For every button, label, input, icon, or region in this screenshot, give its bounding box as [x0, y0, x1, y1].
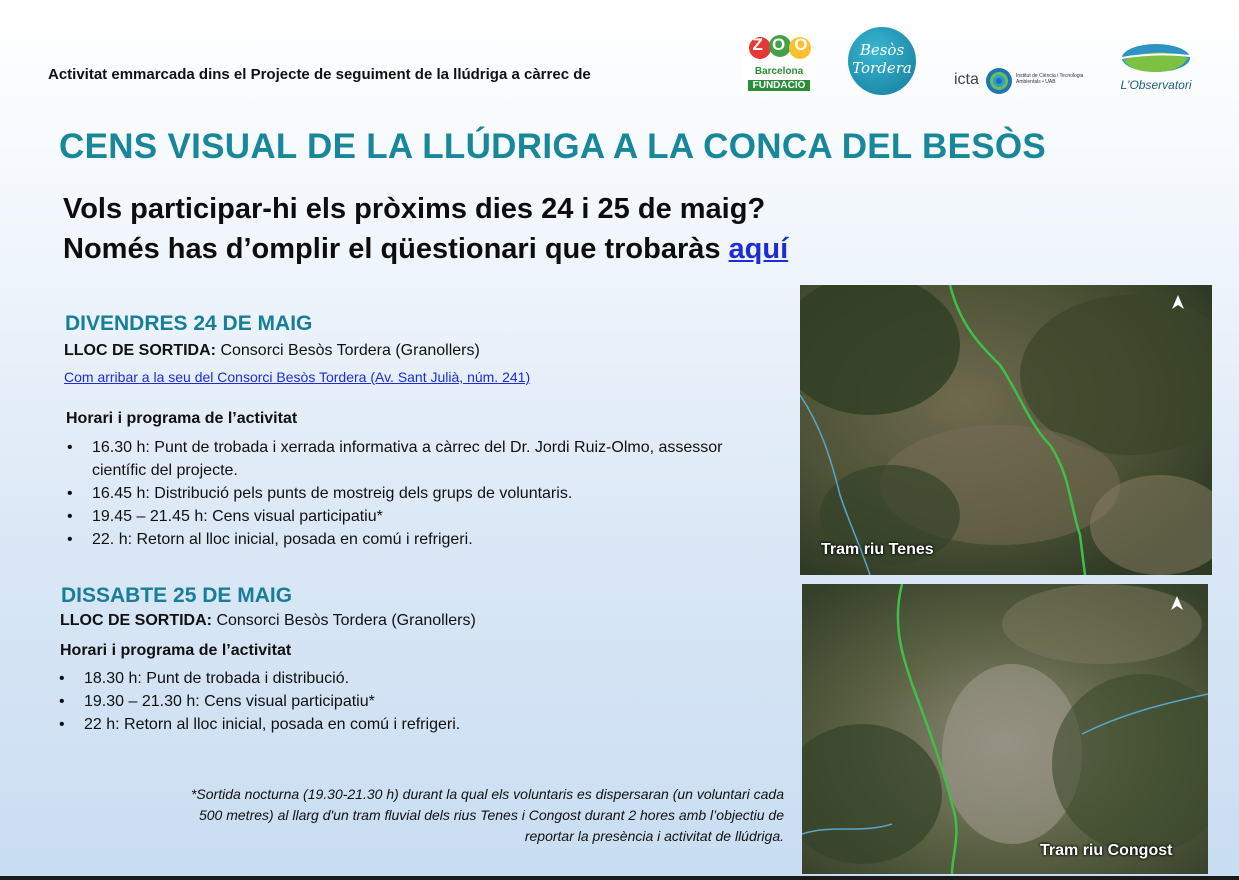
satellite-map-image — [802, 584, 1208, 874]
questionnaire-link[interactable]: aquí — [728, 233, 789, 265]
zoo-letter: Z — [752, 35, 763, 54]
icta-emblem-icon — [986, 68, 1012, 94]
directions-link[interactable]: Com arribar a la seu del Consorci Besòs Tordera (Av. Sant Julià, núm. 241) — [64, 369, 531, 385]
map-label-tenes: Tram riu Tenes — [821, 541, 934, 558]
subtitle-question: Vols participar-hi els pròxims dies 24 i 25 de maig? — [63, 193, 766, 225]
day2-location-value: Consorci Besòs Tordera (Granollers) — [212, 612, 476, 629]
icta-logo-subtext: Institut de Ciència i Tecnologia Ambientals • UAB — [1016, 73, 1084, 85]
list-item: • 22. h: Retorn al lloc inicial, posada en comú i refrigeri. — [64, 528, 776, 551]
zoo-logo-line1: Barcelona — [754, 66, 804, 77]
day2-title: DISSABTE 25 DE MAIG — [61, 584, 293, 607]
map-congost — [802, 584, 1214, 874]
besos-tordera-logo[interactable] — [848, 27, 916, 95]
day1-schedule-list — [64, 436, 776, 551]
day2-program-heading: Horari i programa de l’activitat — [60, 642, 292, 659]
zoo-letter: O — [794, 35, 808, 54]
list-item: • 16.30 h: Punt de trobada i xerrada informativa a càrrec del Dr. Jordi Ruiz-Olmo, assessor científic del projecte. — [64, 436, 776, 482]
list-item: • 19.30 – 21.30 h: Cens visual participatiu* — [56, 690, 756, 713]
list-item: • 16.45 h: Distribució pels punts de mostreig dels grups de voluntaris. — [64, 482, 776, 505]
map-tenes — [800, 285, 1212, 575]
list-item: • 19.45 – 21.45 h: Cens visual participatiu* — [64, 505, 776, 528]
besos-logo-line2: Tordera — [852, 59, 912, 77]
besos-logo-line1: Besòs — [859, 41, 905, 59]
zoo-letter: O — [771, 35, 786, 54]
bottom-border — [0, 876, 1239, 880]
icta-logo-word: icta — [954, 71, 979, 88]
day1-title: DIVENDRES 24 DE MAIG — [65, 312, 313, 335]
subtitle-instruction — [63, 233, 788, 266]
day2-schedule-list — [56, 667, 756, 736]
footnote: *Sortida nocturna (19.30-21.30 h) durant la qual els voluntaris es dispersaran (un voluntari cada 500 metres) al llarg d'un tram fluvial dels rius Tenes i Congost durant 2 hores amb l’objectiu de reportar la presència i activitat de llúdriga. — [190, 786, 784, 844]
list-item: • 18.30 h: Punt de trobada i distribució. — [56, 667, 756, 690]
day1-location-value: Consorci Besòs Tordera (Granollers) — [216, 342, 480, 359]
day2-location — [60, 612, 476, 630]
icta-logo[interactable] — [950, 66, 1095, 96]
zoo-barcelona-logo[interactable] — [742, 30, 816, 96]
observatori-logo[interactable] — [1110, 42, 1202, 96]
list-item: • 22 h: Retorn al lloc inicial, posada en comú i refrigeri. — [56, 713, 756, 736]
day2-location-label: LLOC DE SORTIDA: — [60, 612, 212, 629]
map-label-congost: Tram riu Congost — [1040, 842, 1173, 859]
subtitle-instruction-text: Només has d’omplir el qüestionari que trobaràs — [63, 233, 729, 265]
day1-location — [64, 342, 480, 360]
zoo-logo-line2: FUNDACIÓ — [748, 80, 810, 91]
observatori-logo-text: L'Observatori — [1120, 78, 1192, 92]
day1-program-heading: Horari i programa de l’activitat — [66, 410, 298, 427]
day1-location-label: LLOC DE SORTIDA: — [64, 342, 216, 359]
satellite-map-image — [800, 285, 1212, 575]
observatori-emblem-icon — [1120, 42, 1192, 78]
header-text: Activitat emmarcada dins el Projecte de seguiment de la llúdriga a càrrec de — [48, 66, 591, 83]
page-title: CENS VISUAL DE LA LLÚDRIGA A LA CONCA DEL BESÒS — [59, 127, 1047, 166]
